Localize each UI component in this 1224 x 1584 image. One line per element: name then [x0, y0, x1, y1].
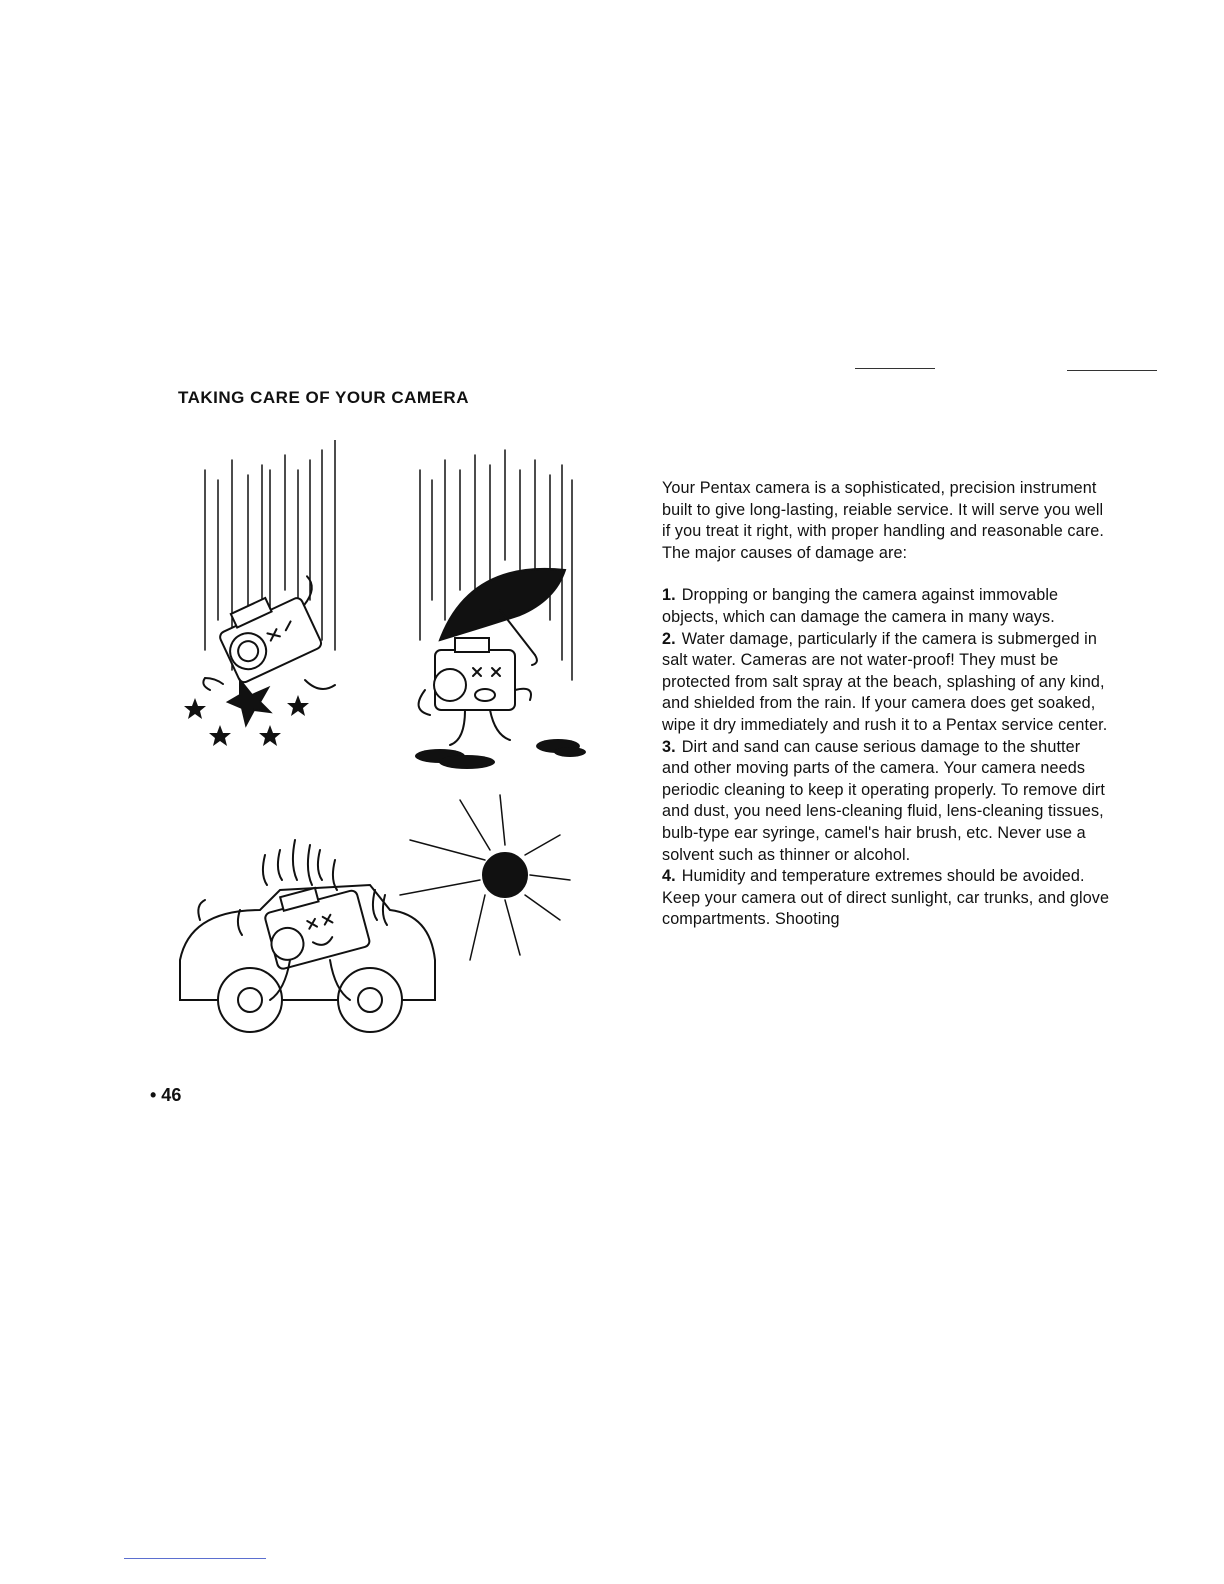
- list-item: [662, 585, 1112, 628]
- item-text: Dropping or banging the camera against immovable objects, which can damage the camera in many ways.: [662, 586, 1059, 626]
- item-number: 2.: [662, 629, 676, 648]
- item-number: 3.: [662, 737, 676, 756]
- rain-umbrella-drawing: [415, 450, 586, 769]
- list-item: [662, 629, 1112, 737]
- header-rule-right: [1067, 370, 1157, 371]
- item-text: Humidity and temperature extremes should be avoided. Keep your camera out of direct sunlight, car trunks, and glove compartments. Shooting: [662, 867, 1110, 929]
- page-title: TAKING CARE OF YOUR CAMERA: [178, 388, 469, 407]
- intro-paragraph: Your Pentax camera is a sophisticated, precision instrument built to give long-lasting, reiable service. It will serve you well if you treat it right, with proper handling and reasonable care. The major causes of damage are:: [662, 479, 1104, 562]
- item-number: 1.: [662, 586, 676, 605]
- list-item: [662, 866, 1112, 931]
- camera-care-illustration: [170, 440, 610, 1080]
- item-text: Dirt and sand can cause serious damage to the shutter and other moving parts of the camera. Your camera needs periodic cleaning to keep it operating properly. To remove dirt and dust, you need lens-cleaning fluid, lens-cleaning tissues, bulb-type ear syringe, camel's hair brush, etc. Never use a solvent such as thinner or alcohol.: [662, 737, 1106, 864]
- item-text: Water damage, particularly if the camera is submerged in salt water. Cameras are not water-proof! They must be protected from salt spray at the beach, splashing of any kind, and shielded from the rain. If your camera does get soaked, wipe it dry immediately and rush it to a Pentax service center.: [662, 629, 1108, 734]
- hot-car-sun-drawing: [180, 795, 570, 1032]
- body-text: [662, 478, 1112, 931]
- header-rule-left: [855, 368, 935, 369]
- footer-rule: [124, 1558, 266, 1559]
- item-number: 4.: [662, 867, 676, 886]
- list-item: [662, 737, 1112, 867]
- dropped-camera-drawing: [184, 440, 337, 746]
- page-number: • 46: [150, 1085, 182, 1105]
